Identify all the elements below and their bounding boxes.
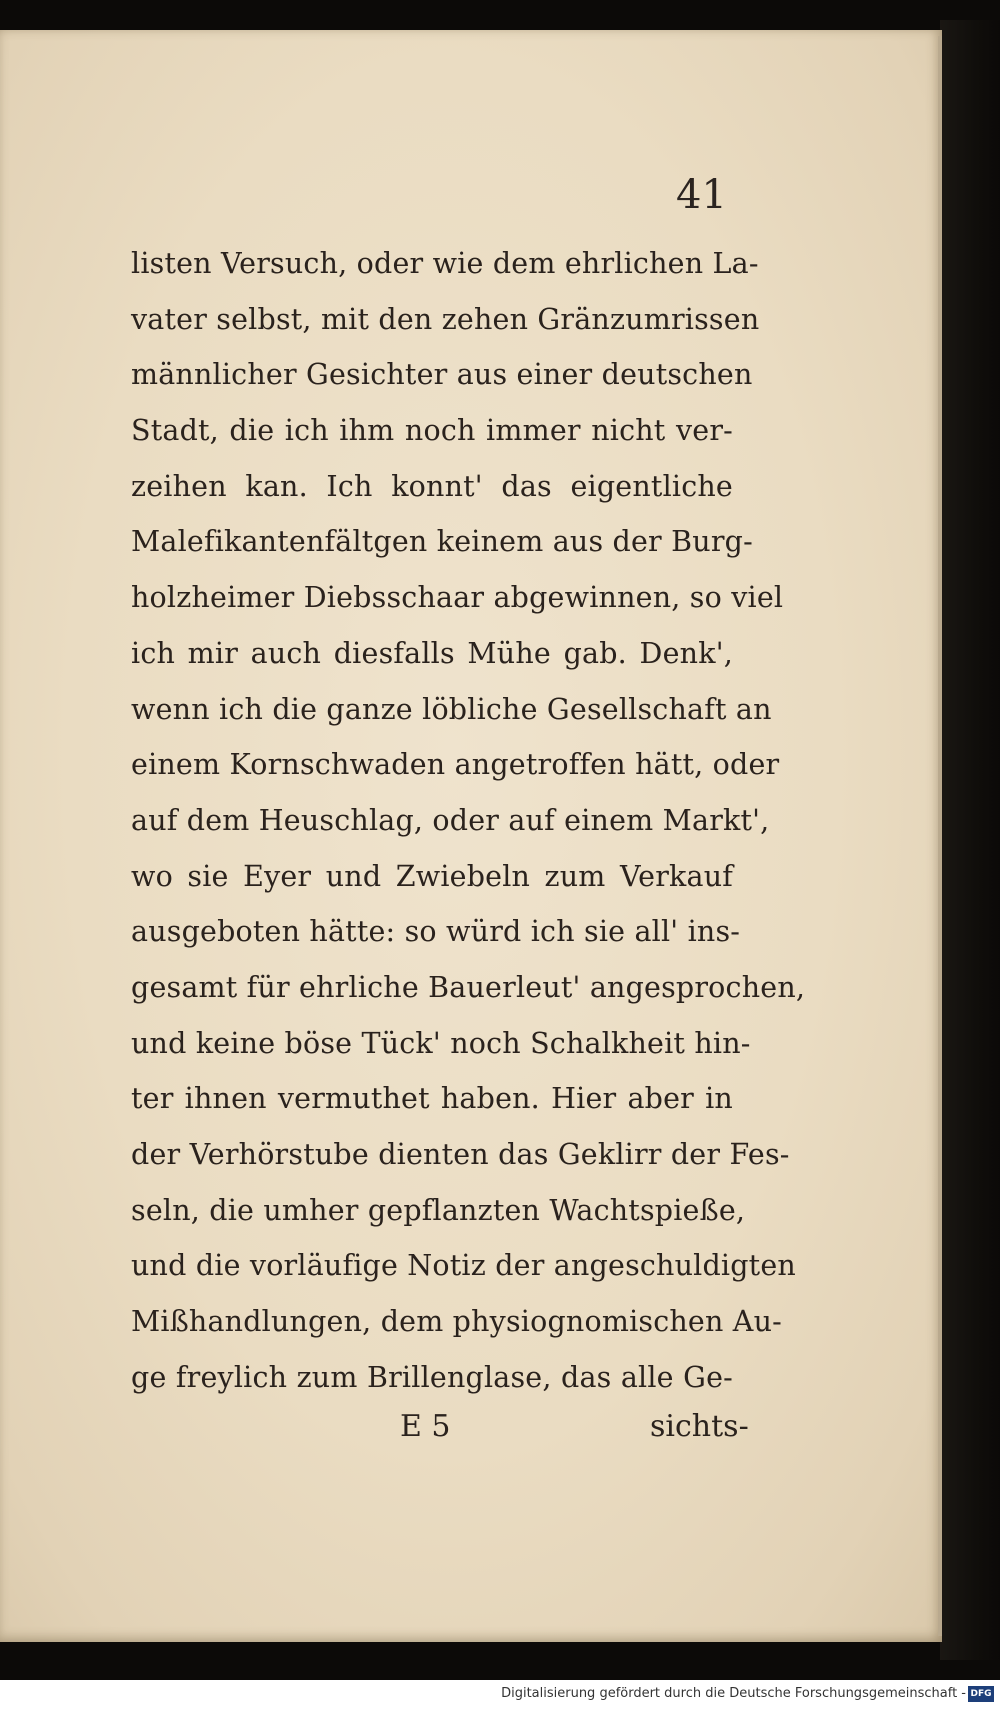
text-line: männlicher Gesichter aus einer deutschen: [131, 358, 753, 392]
text-line: wo sie Eyer und Zwiebeln zum Verkauf: [131, 859, 733, 893]
text-line: zeihen kan. Ich konnt' das eigentliche: [131, 469, 733, 503]
text-line: Malefikantenfältgen keinem aus der Burg-: [131, 525, 753, 559]
text-line: und die vorläufige Notiz der angeschuldigten: [131, 1249, 796, 1283]
text-line: ausgeboten hätte: so würd ich sie all' ins-: [131, 915, 741, 949]
text-line: ich mir auch diesfalls Mühe gab. Denk',: [131, 636, 733, 670]
text-line: auf dem Heuschlag, oder auf einem Markt',: [131, 803, 770, 837]
text-line: ter ihnen vermuthet haben. Hier aber in: [131, 1082, 733, 1116]
dfg-logo-icon: DFG: [968, 1686, 994, 1702]
text-line: holzheimer Diebsschaar abgewinnen, so viel: [131, 581, 784, 615]
text-line: und keine böse Tück' noch Schalkheit hin-: [131, 1026, 751, 1060]
text-line: ge freylich zum Brillenglase, das alle Ge-: [131, 1360, 733, 1394]
text-line: wenn ich die ganze löbliche Gesellschaft an: [131, 692, 772, 726]
signature-mark: E 5: [400, 1409, 451, 1444]
text-line: der Verhörstube dienten das Geklirr der Fes-: [131, 1138, 790, 1171]
text-line: einem Kornschwaden angetroffen hätt, oder: [131, 748, 780, 782]
page-number: 41: [676, 172, 727, 218]
text-line: listen Versuch, oder wie dem ehrlichen La-: [131, 247, 759, 280]
text-line: Stadt, die ich ihm noch immer nicht ver-: [131, 414, 733, 448]
page-edge: [938, 36, 942, 1636]
text-line: gesamt für ehrliche Bauerleut' angesprochen,: [131, 970, 806, 1004]
page-text: [131, 236, 806, 1405]
funding-credit: Digitalisierung gefördert durch die Deutsche Forschungsgemeinschaft -: [501, 1686, 966, 1701]
book-cover-edge: [940, 20, 1000, 1660]
text-line: Mißhandlungen, dem physiognomischen Au-: [131, 1305, 782, 1339]
text-line: vater selbst, mit den zehen Gränzumrissen: [131, 302, 760, 336]
text-line: seln, die umher gepflanzten Wachtspieße,: [131, 1193, 746, 1227]
catchword: sichts-: [650, 1409, 749, 1444]
